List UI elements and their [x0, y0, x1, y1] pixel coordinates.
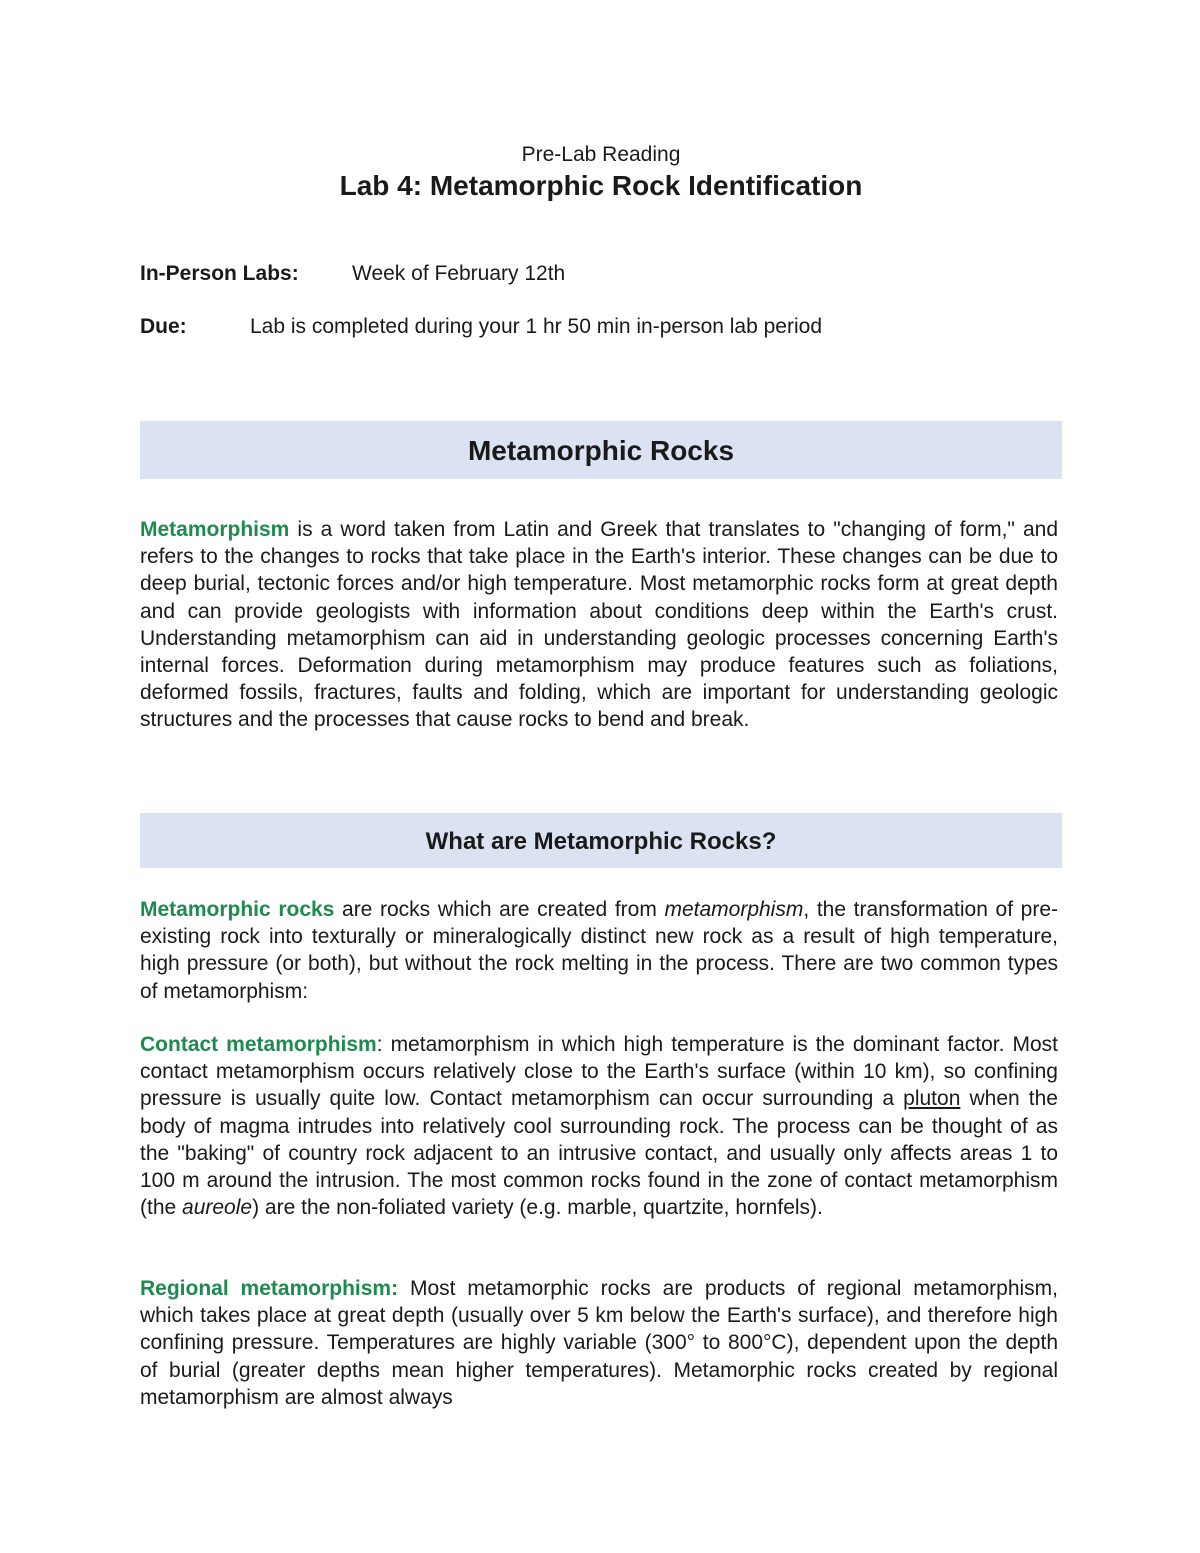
- regional-metamorphism-paragraph: [140, 1275, 1058, 1411]
- metamorphism-paragraph: [140, 516, 1058, 734]
- metamorphism-text: is a word taken from Latin and Greek that translates to "changing of form," and refers to the changes to rocks that take place in the Earth's interior. These changes can be due to deep burial, tectonic forces and/or high temperature. Most metamorphic rocks form at great depth and can provide geologists with information about conditions deep within the Earth's crust. Understanding metamorphism can aid in understanding geologic processes concerning Earth's internal forces. Deformation during metamorphism may produce features such as foliations, deformed fossils, fractures, faults and folding, which are important for understanding geologic structures and the processes that cause rocks to bend and break.: [140, 518, 1058, 732]
- due-value: Lab is completed during your 1 hr 50 min in-person lab period: [250, 315, 822, 338]
- in-person-labs-row: [140, 262, 565, 286]
- p2-text-c: ) are the non-foliated variety (e.g. marble, quartzite, hornfels).: [252, 1196, 823, 1220]
- term-regional-metamorphism: Regional metamorphism:: [140, 1277, 399, 1300]
- pluton-link[interactable]: pluton: [903, 1087, 961, 1111]
- metamorphic-rocks-paragraph: [140, 896, 1058, 1005]
- term-metamorphic-rocks: Metamorphic rocks: [140, 898, 335, 921]
- due-label: Due:: [140, 315, 187, 338]
- due-row: [140, 315, 822, 339]
- p2-text-a: : metamorphism in which high temperature is the dominant factor. Most contact metamorphism occurs relatively close to the Earth's surface (within 10 km), so confining pressure is usually quite low. Contact metamorphism can occur surrounding a: [140, 1033, 1058, 1111]
- in-person-labs-value: Week of February 12th: [352, 262, 566, 285]
- in-person-labs-label: In-Person Labs:: [140, 262, 299, 285]
- p3-text-a: Most metamorphic rocks are products of regional metamorphism, which takes place at great depth (usually over 5 km below the Earth's surface), and therefore high confining pressure. Temperatures are highly variable (300° to 800°C), dependent upon the depth of burial (greater depths mean higher temperatures). Metamorphic rocks created by regional metamorphism are almost always: [140, 1277, 1058, 1409]
- p2-text-b: when the body of magma intrudes into relatively cool surrounding rock. The process can be thought of as the "baking" of country rock adjacent to an intrusive contact, and usually only affects areas 1 to 100 m around the intrusion. The most common rocks found in the zone of contact metamorphism (the: [140, 1087, 1058, 1220]
- p1-text-b: , the transformation of pre-existing rock into texturally or mineralogically distinct new rock as a result of high temperature, high pressure (or both), but without the rock melting in the process. There are two common types of metamorphism:: [140, 898, 1059, 1003]
- term-contact-metamorphism: Contact metamorphism: [140, 1033, 377, 1056]
- document-title: Lab 4: Metamorphic Rock Identification: [339, 170, 863, 201]
- section-heading-metamorphic-rocks: Metamorphic Rocks: [140, 421, 1062, 479]
- p1-italic-metamorphism: metamorphism: [664, 898, 804, 921]
- term-metamorphism: Metamorphism: [140, 518, 290, 541]
- p2-italic-aureole: aureole: [182, 1196, 253, 1220]
- p1-text-a: are rocks which are created from: [334, 898, 665, 921]
- contact-metamorphism-paragraph: [140, 1031, 1058, 1221]
- section-heading-what-are-metamorphic-rocks: What are Metamorphic Rocks?: [140, 813, 1062, 868]
- document-subtitle: Pre-Lab Reading: [521, 143, 681, 166]
